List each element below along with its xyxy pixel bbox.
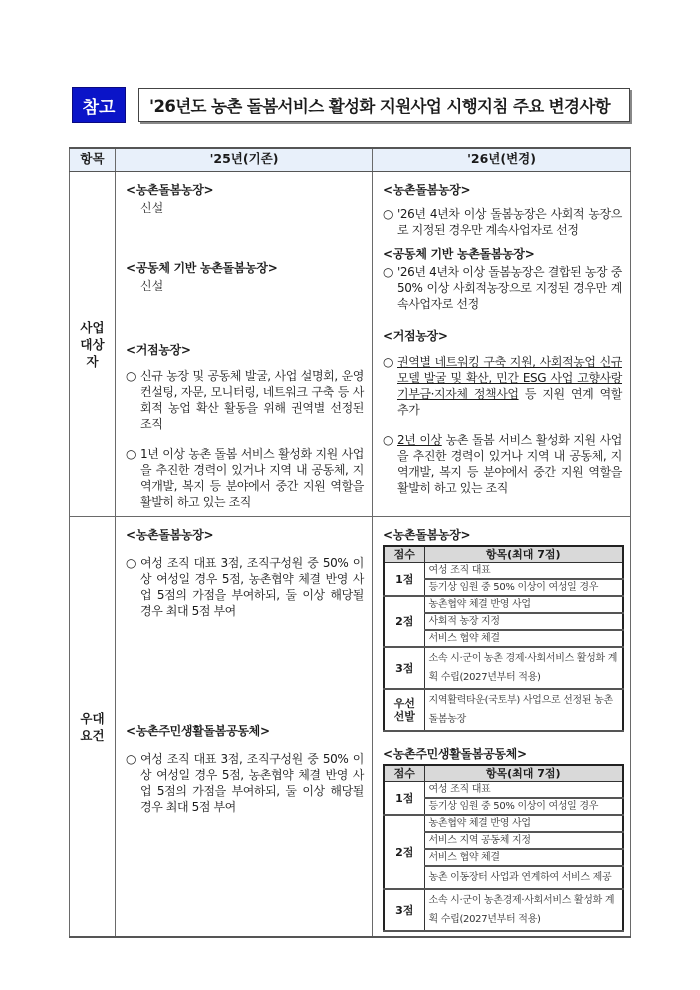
column-header-2026: '26년(변경): [373, 148, 631, 172]
score-item: 여성 조직 대표: [424, 563, 623, 580]
column-header-2025: '25년(기존): [116, 148, 373, 172]
cell-2025-target: [116, 172, 373, 517]
category-line: 자: [86, 353, 99, 369]
item-header: 항목(최대 7점): [424, 765, 623, 782]
circle-bullet-icon: ○: [383, 433, 394, 447]
bullet-item: [383, 354, 622, 418]
score-item: 소속 시·군이 농촌경제·사회서비스 활성화 계획 수립(2027년부터 적용): [424, 889, 623, 931]
score-item: 서비스 협약 체결: [424, 630, 623, 647]
score-item: 농촌협약 체결 반영 사업: [424, 815, 623, 832]
bullet-text: '26년 4년차 이상 돌봄농장은 결합된 농장 중 50% 이상 사회적농장으로 지정된 경우만 계속사업자로 선정: [397, 265, 622, 311]
score-item: 여성 조직 대표: [424, 782, 623, 799]
bullet-item: [126, 751, 364, 815]
bullet-text: 1년 이상 농촌 돌봄 서비스 활성화 지원 사업을 추진한 경력이 있거나 지역 내 공동체, 지역개발, 복지 등 분야에서 중간 지원 역할을 활발히 하고 있는 조직: [140, 447, 364, 509]
section-text: 신설: [140, 279, 164, 293]
bullet-text: 신규 농장 및 공동체 발굴, 사업 설명회, 운영 컨설팅, 자문, 모니터링, 네트워크 구축 등 사회적 농업 확산 활동을 위해 권역별 선정된 조직: [140, 369, 364, 431]
score-item: 지역활력타운(국토부) 사업으로 선정된 농촌돌봄농장: [424, 689, 623, 731]
circle-bullet-icon: ○: [126, 752, 137, 766]
category-line: 요건: [80, 727, 105, 743]
section-heading: <농촌주민생활돌봄공동체>: [383, 747, 527, 761]
section-text: 신설: [140, 201, 164, 215]
score-item: 등기상 임원 중 50% 이상이 여성일 경우: [424, 579, 623, 596]
bullet-item: [383, 432, 622, 496]
circle-bullet-icon: ○: [126, 556, 137, 570]
section-heading: <농촌돌봄농장>: [126, 528, 214, 542]
score-value: 2점: [384, 815, 424, 889]
score-value: 3점: [384, 647, 424, 689]
bullet-text-rest: 농촌 돌봄 서비스 활성화 지원 사업을 추진한 경력이 있거나 지역 내 공동체, 지역개발, 복지 등 분야에서 중간 지원 역할을 활발히 하고 있는 조직: [397, 433, 622, 495]
table-row-target: [70, 172, 631, 517]
circle-bullet-icon: ○: [126, 369, 137, 383]
circle-bullet-icon: ○: [126, 447, 137, 461]
circle-bullet-icon: ○: [383, 355, 394, 369]
bullet-text-rest: 등 지원 연계 역할 추가: [397, 387, 622, 417]
score-item: 등기상 임원 중 50% 이상이 여성일 경우: [424, 798, 623, 815]
score-value: 1점: [384, 782, 424, 816]
circle-bullet-icon: ○: [383, 207, 394, 221]
bullet-item: [383, 206, 622, 238]
score-table-care-farm: [383, 545, 624, 732]
underlined-text: 2년 이상: [397, 433, 442, 447]
score-item: 서비스 협약 체결: [424, 849, 623, 866]
section-heading: <공동체 기반 농촌돌봄농장>: [383, 247, 535, 261]
comparison-table: [69, 147, 631, 938]
section-heading: <거점농장>: [383, 329, 448, 343]
cell-2026-preference: [373, 517, 631, 938]
score-item: 농촌 이동장터 사업과 연계하여 서비스 제공: [424, 866, 623, 889]
section-heading: <농촌돌봄농장>: [383, 528, 471, 542]
column-header-category: 항목: [70, 148, 116, 172]
section-heading: <농촌주민생활돌봄공동체>: [126, 724, 270, 738]
underlined-text: 권역별 네트워킹 구축 지원, 사회적농업 신규 모델 발굴 및 확산, 민간 ESG 사업 고향사랑기부금·지자체 정책사업: [397, 355, 622, 401]
section-heading: <농촌돌봄농장>: [383, 183, 471, 197]
table-header-row: [70, 148, 631, 172]
category-line: 사업: [80, 319, 105, 335]
bullet-item: [126, 555, 364, 619]
row-category-target: [70, 172, 116, 517]
table-row-preference: [70, 517, 631, 938]
item-header: 항목(최대 7점): [424, 546, 623, 563]
score-value: 3점: [384, 889, 424, 931]
score-header: 점수: [384, 765, 424, 782]
bullet-item: [126, 368, 364, 432]
bullet-text: 여성 조직 대표 3점, 조직구성원 중 50% 이상 여성일 경우 5점, 농촌협약 체결 반영 사업 5점의 가점을 부여하되, 둘 이상 해당될 경우 최대 5점 부여: [140, 752, 364, 814]
score-header: 점수: [384, 546, 424, 563]
page-title: '26년도 농촌 돌봄서비스 활성화 지원사업 시행지침 주요 변경사항: [138, 88, 630, 122]
circle-bullet-icon: ○: [383, 265, 394, 279]
cell-2025-preference: [116, 517, 373, 938]
category-line: 대상: [80, 336, 105, 352]
score-value: 우선 선발: [384, 689, 424, 731]
score-item: 서비스 지역 공동체 지정: [424, 832, 623, 849]
score-value: 2점: [384, 596, 424, 647]
title-row: [72, 87, 630, 123]
bullet-text: 여성 조직 대표 3점, 조직구성원 중 50% 이상 여성일 경우 5점, 농촌협약 체결 반영 사업 5점의 가점을 부여하되, 둘 이상 해당될 경우 최대 5점 부여: [140, 556, 364, 618]
category-line: 우대: [80, 710, 105, 726]
row-category-preference: [70, 517, 116, 938]
bullet-text: [397, 432, 622, 496]
section-heading: <거점농장>: [126, 343, 191, 357]
bullet-item: [126, 446, 364, 510]
section-heading: <농촌돌봄농장>: [126, 183, 214, 197]
score-item: 소속 시·군이 농촌 경제·사회서비스 활성화 계획 수립(2027년부터 적용): [424, 647, 623, 689]
bullet-text: [397, 354, 622, 418]
section-heading: <공동체 기반 농촌돌봄농장>: [126, 261, 278, 275]
bullet-text: '26년 4년차 이상 돌봄농장은 사회적 농장으로 지정된 경우만 계속사업자로 선정: [397, 207, 622, 237]
bullet-item: [383, 264, 622, 312]
score-table-community: [383, 764, 624, 932]
score-value: 1점: [384, 563, 424, 597]
cell-2026-target: [373, 172, 631, 517]
reference-badge: 참고: [72, 87, 126, 123]
score-item: 농촌협약 체결 반영 사업: [424, 596, 623, 613]
score-item: 사회적 농장 지정: [424, 613, 623, 630]
